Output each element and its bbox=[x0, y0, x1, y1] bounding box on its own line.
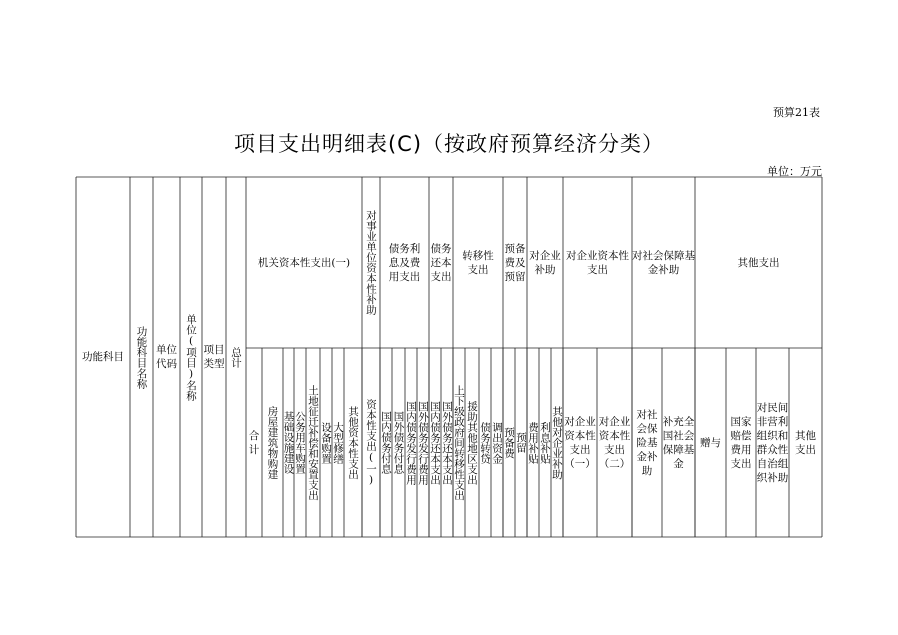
sub-column-label: 国内债务还本支出 bbox=[429, 400, 441, 485]
sub-column bbox=[306, 348, 320, 537]
sub-column-label: 资本性支出(一) bbox=[365, 399, 377, 486]
col-unit-name bbox=[180, 177, 202, 537]
sub-column-label: 对企业资本性支出（一） bbox=[564, 415, 596, 470]
sub-column bbox=[695, 348, 726, 537]
col-func-subject-name bbox=[130, 177, 153, 537]
sub-column-label: 合计 bbox=[248, 429, 260, 456]
sub-column bbox=[429, 348, 441, 537]
sub-column-label: 对民间非营利组织和群众性自治组织补助 bbox=[756, 401, 789, 484]
sub-column bbox=[441, 348, 453, 537]
sub-column bbox=[597, 348, 632, 537]
sub-column bbox=[362, 348, 380, 537]
group-g10-label: 其他支出 bbox=[737, 256, 780, 269]
sub-column-label: 国内债务付息 bbox=[380, 411, 392, 474]
sub-column-label: 设备购置 bbox=[320, 421, 332, 464]
sub-column bbox=[539, 348, 551, 537]
sub-column-label: 预备费 bbox=[503, 426, 515, 459]
group-g7 bbox=[527, 177, 563, 348]
sub-column-label: 其他对企业补助 bbox=[551, 405, 563, 480]
sub-column bbox=[380, 348, 392, 537]
sub-column-label: 预留 bbox=[515, 432, 527, 453]
group-g6 bbox=[503, 177, 527, 348]
group-g3-label: 债务利息及费用支出 bbox=[388, 242, 421, 283]
page-title: 项目支出明细表(C)（按政府预算经济分类） bbox=[233, 132, 665, 156]
group-g10 bbox=[695, 177, 822, 348]
sub-column bbox=[453, 348, 465, 537]
sub-column-label: 费用补贴 bbox=[527, 421, 539, 464]
sub-column-label: 其他资本性支出 bbox=[347, 405, 359, 480]
col-unit-code-label: 单位代码 bbox=[156, 344, 177, 370]
col-total-label: 总计 bbox=[230, 346, 242, 368]
sub-column-label: 上下级政府间转移性支出 bbox=[453, 384, 465, 501]
sub-column bbox=[344, 348, 362, 537]
col-project-type-label: 项目类型 bbox=[203, 344, 225, 370]
sub-column bbox=[465, 348, 479, 537]
group-g3 bbox=[380, 177, 429, 348]
sub-column bbox=[479, 348, 491, 537]
sub-column bbox=[756, 348, 789, 537]
col-unit-code bbox=[153, 177, 180, 537]
sub-column-label: 国外债务还本支出 bbox=[441, 400, 453, 485]
sub-column bbox=[563, 348, 597, 537]
sub-column-label: 赠与 bbox=[700, 436, 721, 449]
col-project-type bbox=[202, 177, 226, 537]
sub-column bbox=[789, 348, 822, 537]
sub-column-label: 国家赔偿费用支出 bbox=[730, 415, 752, 470]
group-g7-label: 对企业补助 bbox=[529, 249, 561, 276]
col-func-subject-name-label: 功能科目名称 bbox=[135, 325, 148, 389]
sub-column-label: 利息补贴 bbox=[539, 421, 551, 464]
sub-column-label: 国外债务付息 bbox=[392, 411, 405, 474]
group-g4-label: 债务还本支出 bbox=[430, 242, 452, 283]
sub-column bbox=[491, 348, 503, 537]
sub-column-label: 土地征迁补偿和安置支出 bbox=[307, 384, 319, 501]
form-number: 预算21表 bbox=[773, 106, 820, 119]
sub-column-label: 援助其他地区支出 bbox=[466, 400, 478, 485]
sub-column-label: 对企业资本性支出（二） bbox=[598, 415, 631, 470]
sub-column-label: 房屋建筑物购建 bbox=[266, 405, 279, 480]
group-g9 bbox=[632, 177, 695, 348]
sub-column-label: 其他支出 bbox=[795, 429, 816, 456]
sub-column bbox=[417, 348, 429, 537]
group-g5-label: 转移性支出 bbox=[462, 249, 494, 276]
group-g1-label: 机关资本性支出(一) bbox=[257, 256, 351, 269]
sub-column bbox=[294, 348, 306, 537]
group-g4 bbox=[429, 177, 453, 348]
group-g6-label: 预备费及预留 bbox=[504, 242, 526, 283]
sub-column-label: 债务转贷 bbox=[479, 421, 491, 464]
group-g2-label: 对事业单位资本性补助 bbox=[365, 210, 377, 315]
sub-column bbox=[515, 348, 527, 537]
sub-column bbox=[503, 348, 515, 537]
sub-column bbox=[551, 348, 563, 537]
sub-column-label: 公务用车购置 bbox=[294, 411, 306, 474]
group-g8 bbox=[563, 177, 632, 348]
group-g5 bbox=[453, 177, 503, 348]
sub-column bbox=[527, 348, 539, 537]
sub-column-label: 调出资金 bbox=[491, 421, 503, 464]
col-func-subject-label: 功能科目 bbox=[82, 351, 124, 363]
col-func-subject bbox=[76, 177, 130, 537]
sub-column-label: 大型修缮 bbox=[332, 421, 344, 464]
sub-column bbox=[283, 348, 294, 537]
group-g2 bbox=[362, 177, 380, 348]
group-g1 bbox=[246, 177, 362, 348]
group-g8-label: 对企业资本性支出 bbox=[566, 249, 629, 276]
sub-column-label: 对社会保险基金补助 bbox=[636, 408, 658, 477]
sub-column bbox=[332, 348, 344, 537]
group-g9-label: 对社会保障基金补助 bbox=[632, 249, 695, 276]
sub-column bbox=[392, 348, 405, 537]
sub-column bbox=[405, 348, 417, 537]
sub-column bbox=[246, 348, 262, 537]
sub-column bbox=[662, 348, 695, 537]
unit-label: 单位：万元 bbox=[767, 165, 822, 178]
sub-column bbox=[262, 348, 283, 537]
col-unit-name-label: 单位(项目)名称 bbox=[185, 313, 197, 401]
sub-column-label: 补充全国社会保障基金 bbox=[662, 415, 695, 470]
sub-column bbox=[726, 348, 756, 537]
sub-column bbox=[632, 348, 662, 537]
sub-column-label: 国内债务发行费用 bbox=[405, 400, 417, 485]
sub-column-label: 国外债务发行费用 bbox=[417, 400, 429, 485]
col-total bbox=[226, 177, 246, 537]
sub-column bbox=[320, 348, 332, 537]
sub-column-label: 基础设施建设 bbox=[282, 411, 295, 474]
